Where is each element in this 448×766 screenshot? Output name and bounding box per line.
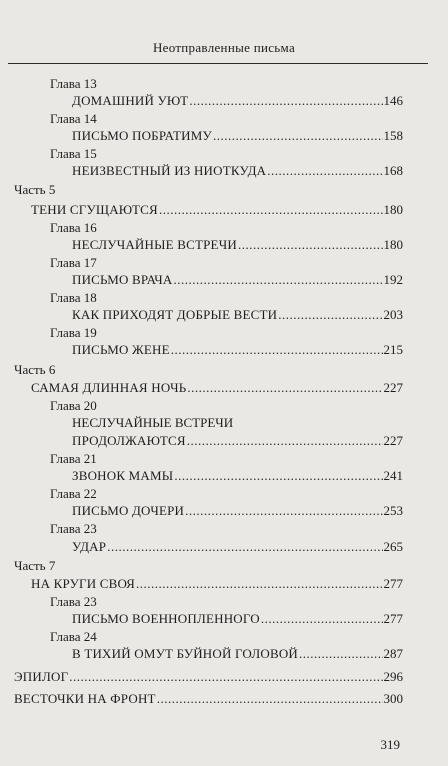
dot-leader	[171, 342, 383, 357]
chapter-label: Глава 19	[50, 325, 97, 340]
entry-title: НЕИЗВЕСТНЫЙ ИЗ НИОТКУДА	[72, 163, 267, 178]
entry-page: 192	[383, 272, 403, 287]
toc-entry	[72, 646, 403, 661]
entry-title: ЗВОНОК МАМЫ	[72, 468, 174, 483]
entry-title: УДАР	[72, 539, 107, 554]
entry-page: 180	[383, 202, 403, 217]
toc-entry	[72, 433, 403, 448]
entry-title: ПИСЬМО ВРАЧА	[72, 272, 173, 287]
dot-leader	[136, 576, 382, 591]
toc-entry	[72, 237, 403, 252]
dot-leader	[187, 380, 382, 395]
page-number: 319	[380, 737, 400, 752]
entry-page: 265	[383, 539, 403, 554]
entry-page: 241	[383, 468, 403, 483]
dot-leader	[187, 433, 383, 448]
toc-entry	[72, 503, 403, 518]
chapter-label: Глава 14	[50, 111, 97, 126]
dot-leader	[107, 539, 382, 554]
part-label: Часть 5	[14, 182, 56, 197]
toc-entry	[31, 202, 403, 217]
toc-entry	[72, 539, 403, 554]
toc-entry	[72, 307, 403, 322]
dot-leader	[69, 669, 382, 684]
running-header: Неотправленные письма	[152, 40, 296, 55]
chapter-label: Глава 17	[50, 255, 97, 270]
dot-leader	[157, 691, 383, 706]
entry-title: ДОМАШНИЙ УЮТ	[72, 93, 189, 108]
entry-title: НА КРУГИ СВОЯ	[31, 576, 136, 591]
entry-title: КАК ПРИХОДЯТ ДОБРЫЕ ВЕСТИ	[72, 307, 278, 322]
entry-page: 296	[383, 669, 403, 684]
chapter-label: Глава 13	[50, 76, 97, 91]
dot-leader	[238, 237, 383, 252]
chapter-label: Глава 23	[50, 521, 97, 536]
toc-entry	[14, 691, 403, 706]
chapter-label: Глава 24	[50, 629, 97, 644]
entry-page: 215	[383, 342, 403, 357]
entry-title: ПИСЬМО ВОЕННОПЛЕННОГО	[72, 611, 260, 626]
toc-entry	[31, 380, 403, 395]
entry-title: ПИСЬМО ЖЕНЕ	[72, 342, 170, 357]
entry-page: 168	[383, 163, 403, 178]
chapter-label: Глава 23	[50, 594, 97, 609]
dot-leader	[173, 272, 382, 287]
dot-leader	[174, 468, 382, 483]
toc-entry	[14, 669, 403, 684]
dot-leader	[261, 611, 383, 626]
toc-entry	[72, 468, 403, 483]
chapter-label: Глава 20	[50, 398, 97, 413]
dot-leader	[213, 128, 383, 143]
chapter-label: Глава 22	[50, 486, 97, 501]
part-label: Часть 7	[14, 558, 56, 573]
entry-page: 227	[383, 380, 403, 395]
entry-page: 287	[383, 646, 403, 661]
entry-page: 203	[383, 307, 403, 322]
entry-page: 180	[383, 237, 403, 252]
entry-page: 146	[383, 93, 403, 108]
dot-leader	[267, 163, 382, 178]
entry-title-continued: НЕСЛУЧАЙНЫЕ ВСТРЕЧИ	[72, 415, 234, 430]
chapter-label: Глава 16	[50, 220, 97, 235]
entry-title: ЭПИЛОГ	[14, 669, 69, 684]
dot-leader	[185, 503, 382, 518]
entry-title: ПИСЬМО ДОЧЕРИ	[72, 503, 185, 518]
dot-leader	[159, 202, 383, 217]
dot-leader	[278, 307, 382, 322]
toc-entry	[72, 163, 403, 178]
toc-entry	[31, 576, 403, 591]
toc-entry	[72, 342, 403, 357]
entry-title: ВЕСТОЧКИ НА ФРОНТ	[14, 691, 156, 706]
dot-leader	[189, 93, 382, 108]
entry-page: 277	[383, 611, 403, 626]
chapter-label: Глава 15	[50, 146, 97, 161]
entry-title: В ТИХИЙ ОМУТ БУЙНОЙ ГОЛОВОЙ	[72, 646, 299, 661]
entry-title: ПИСЬМО ПОБРАТИМУ	[72, 128, 212, 143]
entry-page: 277	[383, 576, 403, 591]
chapter-label: Глава 21	[50, 451, 97, 466]
entry-page: 300	[383, 691, 403, 706]
toc-entry	[72, 611, 403, 626]
entry-title: ПРОДОЛЖАЮТСЯ	[72, 433, 186, 448]
entry-page: 253	[383, 503, 403, 518]
toc-entry	[72, 128, 403, 143]
entry-title: НЕСЛУЧАЙНЫЕ ВСТРЕЧИ	[72, 237, 237, 252]
entry-title: ТЕНИ СГУЩАЮТСЯ	[31, 202, 158, 217]
toc-entry	[72, 93, 403, 108]
dot-leader	[299, 646, 382, 661]
toc-entry	[72, 272, 403, 287]
entry-page: 227	[383, 433, 403, 448]
part-label: Часть 6	[14, 362, 56, 377]
entry-page: 158	[383, 128, 403, 143]
chapter-label: Глава 18	[50, 290, 97, 305]
entry-title: САМАЯ ДЛИННАЯ НОЧЬ	[31, 380, 187, 395]
